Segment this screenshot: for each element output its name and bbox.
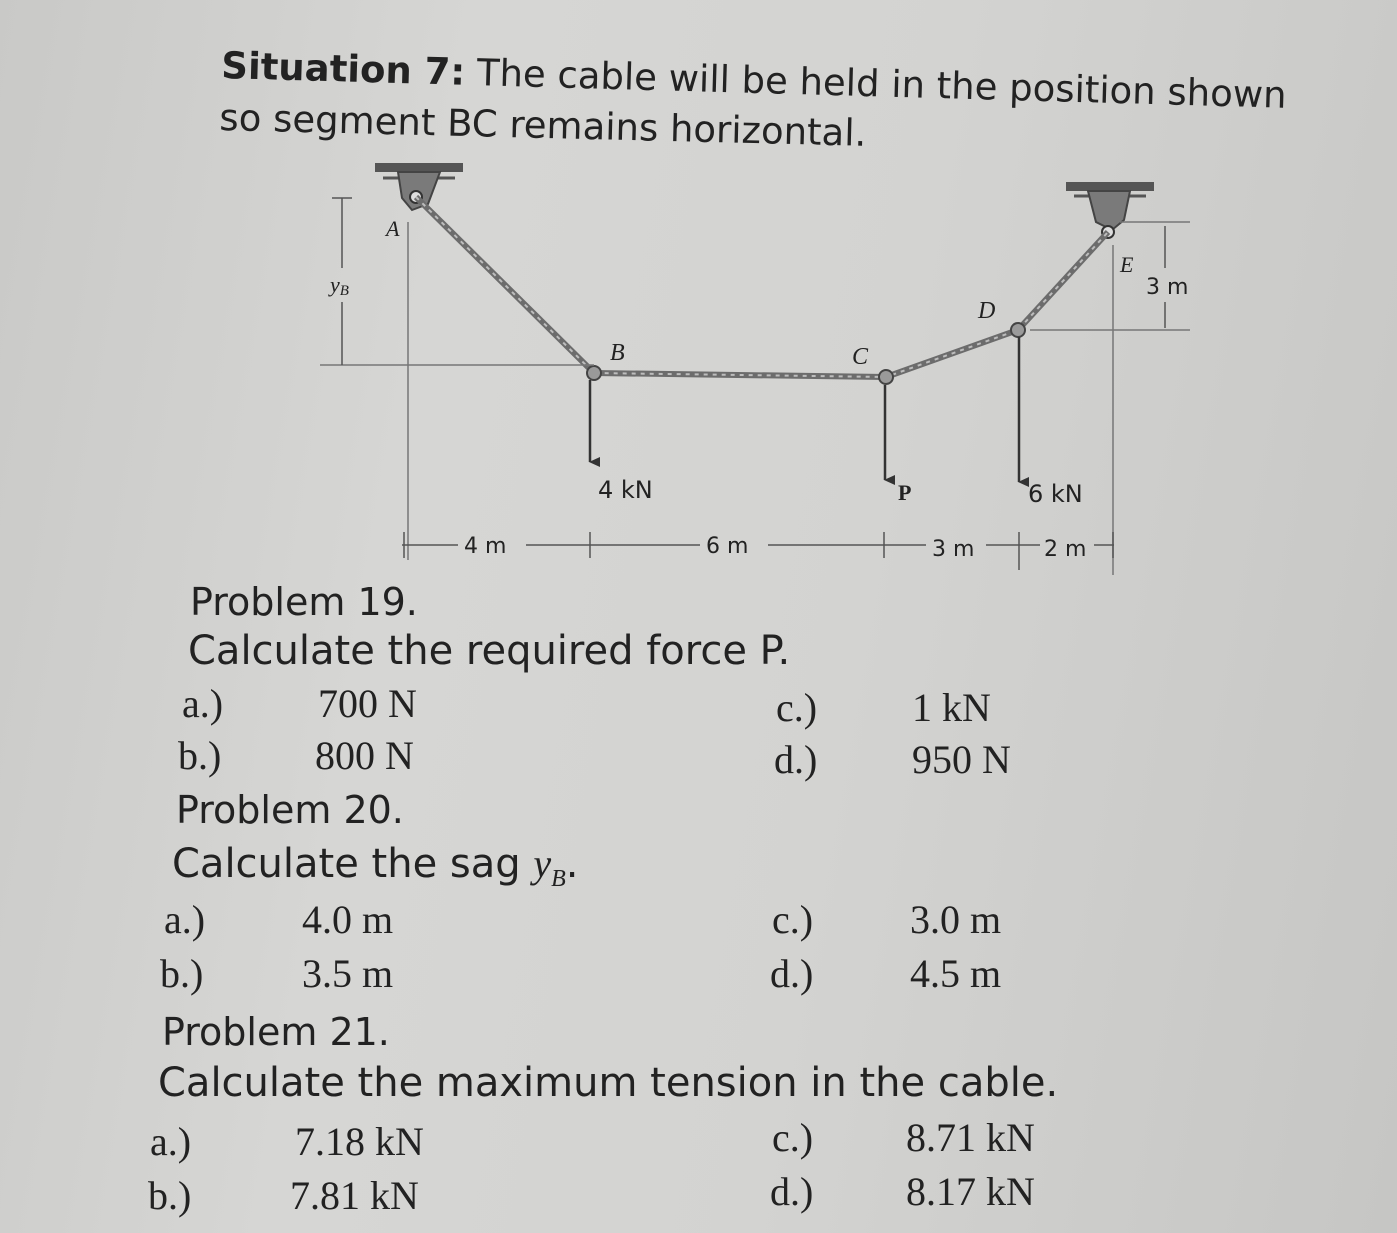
p20-option-b-letter: b.) [160,951,204,996]
situation-text-line2: so segment BC remains horizontal. [218,96,867,155]
p19-option-a-letter: a.) [182,681,224,726]
load-4kn-label: 4 kN [598,476,653,504]
sag-label: yB [330,272,349,299]
p20-option-c-letter: c.) [772,897,814,942]
point-b-label: B [610,340,625,366]
point-c-label: C [852,344,869,370]
load-p-label: P [898,480,912,505]
cable [416,197,1108,377]
problem-19-title: Problem 19. [190,580,418,624]
p20-option-d-letter: d.) [770,951,814,996]
p19-option-b-letter: b.) [178,733,222,778]
joint-b-icon [587,366,601,380]
span-4m-label: 4 m [464,534,507,559]
problem-21-question: Calculate the maximum tension in the cable. [158,1060,1059,1106]
p21-option-a-letter: a.) [150,1119,192,1164]
p21-option-c-value: 8.71 kN [906,1115,1035,1160]
p19-option-d-letter: d.) [774,737,818,782]
p21-option-d-value: 8.17 kN [906,1169,1035,1214]
span-3m-label: 3 m [932,537,975,562]
problem-20-subscript: B [551,866,566,892]
p21-option-b-letter: b.) [148,1173,192,1218]
point-a-label: A [386,216,400,241]
p19-option-c-letter: c.) [776,685,818,730]
p20-option-a-letter: a.) [164,897,206,942]
situation-text-line1: The cable will be held in the position shown [476,51,1288,117]
p19-option-c-value: 1 kN [912,685,991,730]
p20-option-d-value: 4.5 m [910,951,1002,996]
situation-label: Situation 7: [220,44,466,94]
problem-19-question: Calculate the required force P. [188,628,791,674]
p21-option-c-letter: c.) [772,1115,814,1160]
p21-option-b-value: 7.81 kN [290,1173,419,1218]
p21-option-d-letter: d.) [770,1169,814,1214]
support-e-icon [1066,182,1154,238]
p20-option-a-value: 4.0 m [302,897,394,942]
span-2m-label: 2 m [1044,537,1087,562]
p19-option-a-value: 700 N [318,681,417,726]
cable-diagram [0,0,1397,600]
point-e-label: E [1120,252,1134,277]
point-d-label: D [978,298,996,324]
height-e-label: 3 m [1146,275,1189,300]
problem-21-title: Problem 21. [162,1010,390,1054]
problem-20-question-text: Calculate the sag [172,841,521,887]
problem-20-title: Problem 20. [176,788,404,832]
p21-option-a-value: 7.18 kN [295,1119,424,1164]
span-6m-label: 6 m [706,534,749,559]
p19-option-d-value: 950 N [912,737,1011,782]
problem-20-question [172,840,579,893]
problem-20-symbol: y [533,841,552,886]
p20-option-c-value: 3.0 m [910,897,1002,942]
problem-20-question-end: . [565,841,579,887]
joint-c-icon [879,370,893,384]
p19-option-b-value: 800 N [315,733,414,778]
p20-option-b-value: 3.5 m [302,951,394,996]
load-6kn-label: 6 kN [1028,480,1083,508]
joint-d-icon [1011,323,1025,337]
